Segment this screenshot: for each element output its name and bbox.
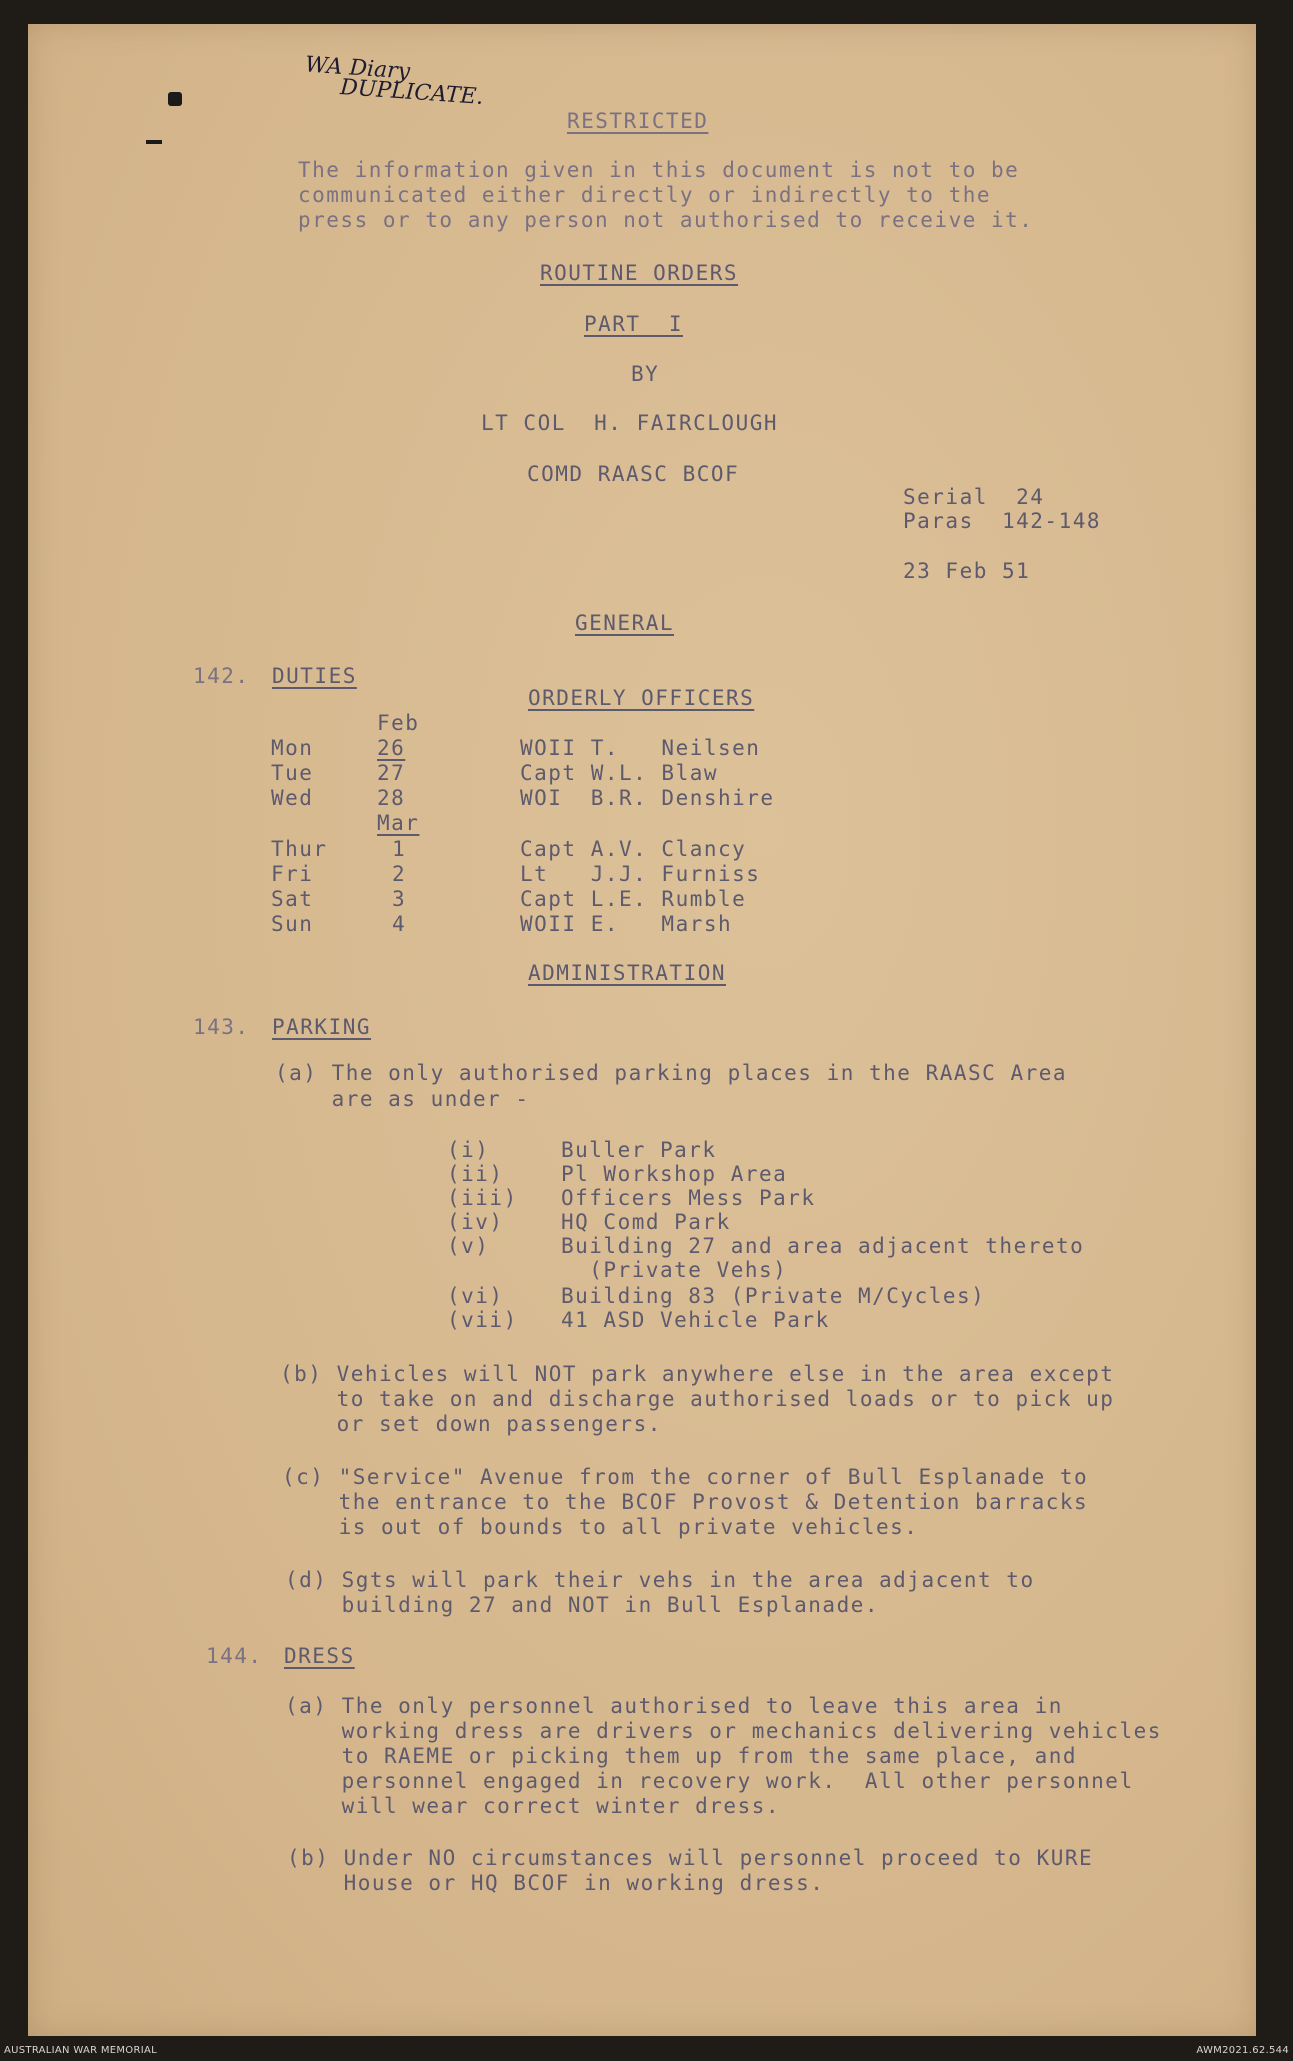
duty-date: 3 <box>392 887 407 911</box>
para-title-duties: DUTIES <box>272 664 357 688</box>
list-item-number: (vii) <box>447 1308 518 1332</box>
parking-d-line-1: (d) Sgts will park their vehs in the area adjacent to <box>285 1568 1035 1592</box>
section-heading-general: GENERAL <box>575 611 675 635</box>
document-title: ROUTINE ORDERS <box>540 261 739 285</box>
dress-a-line-3: to RAEME or picking them up from the same place, and <box>285 1744 1078 1768</box>
parking-a-line-1: (a) The only authorised parking places in the RAASC Area <box>275 1061 1068 1085</box>
dress-a-line-5: will wear correct winter dress. <box>285 1794 781 1818</box>
serial-number: Serial 24 <box>903 485 1045 509</box>
dress-b-line-1: (b) Under NO circumstances will personnel proceed to KURE <box>287 1846 1094 1870</box>
list-item: Building 27 and area adjacent thereto <box>561 1234 1085 1258</box>
handwritten-annotation-line1: WA Diary <box>304 52 411 85</box>
notice-line-3: press or to any person not authorised to receive it. <box>298 208 1034 232</box>
parking-b-line-2: to take on and discharge authorised loads or to pick up <box>280 1387 1115 1411</box>
duty-date: 4 <box>392 912 407 936</box>
month-feb: Feb <box>377 711 420 735</box>
duty-officer: WOII T. Neilsen <box>520 736 761 760</box>
list-item-number: (vi) <box>447 1284 504 1308</box>
command-name: COMD RAASC BCOF <box>527 462 740 486</box>
para-title-parking: PARKING <box>272 1015 372 1039</box>
duty-officer: Capt L.E. Rumble <box>520 887 747 911</box>
duty-day: Sat <box>271 887 314 911</box>
officer-name: LT COL H. FAIRCLOUGH <box>481 411 779 435</box>
duty-date: 28 <box>377 786 406 810</box>
duty-day: Wed <box>271 786 314 810</box>
list-item-number: (v) <box>447 1234 490 1258</box>
duty-officer: WOII E. Marsh <box>520 912 733 936</box>
list-item-number: (ii) <box>447 1162 504 1186</box>
footer-archive-name: AUSTRALIAN WAR MEMORIAL <box>4 2045 157 2056</box>
paras-range: Paras 142-148 <box>903 509 1102 533</box>
para-number-144: 144. <box>206 1644 263 1668</box>
duty-day: Mon <box>271 736 314 760</box>
parking-c-line-3: is out of bounds to all private vehicles. <box>282 1515 919 1539</box>
section-heading-administration: ADMINISTRATION <box>528 961 727 985</box>
punch-mark <box>146 140 162 144</box>
notice-line-2: communicated either directly or indirectly to the <box>298 183 992 207</box>
duty-day: Sun <box>271 912 314 936</box>
dress-a-line-1: (a) The only personnel authorised to leave this area in <box>285 1694 1063 1718</box>
list-item: HQ Comd Park <box>561 1210 731 1234</box>
list-item-number: (iv) <box>447 1210 504 1234</box>
list-item: Pl Workshop Area <box>561 1162 788 1186</box>
punch-mark <box>168 92 182 106</box>
para-number-142: 142. <box>193 664 250 688</box>
parking-b-line-3: or set down passengers. <box>280 1412 662 1436</box>
duty-date: 2 <box>392 862 407 886</box>
duty-day: Fri <box>271 862 314 886</box>
duty-date: 26 <box>377 736 406 760</box>
by-label: BY <box>631 362 660 386</box>
duty-officer: WOI B.R. Denshire <box>520 786 775 810</box>
duty-officer: Capt A.V. Clancy <box>520 837 747 861</box>
para-title-dress: DRESS <box>284 1644 355 1668</box>
handwritten-annotation-line2: DUPLICATE. <box>339 75 485 110</box>
dress-a-line-2: working dress are drivers or mechanics delivering vehicles <box>285 1719 1162 1743</box>
month-mar: Mar <box>377 811 420 835</box>
classification-label: RESTRICTED <box>567 109 709 133</box>
orderly-officers-heading: ORDERLY OFFICERS <box>528 686 755 710</box>
list-item: Building 83 (Private M/Cycles) <box>561 1284 986 1308</box>
duty-day: Thur <box>271 837 328 861</box>
parking-b-line-1: (b) Vehicles will NOT park anywhere else in the area except <box>280 1362 1115 1386</box>
duty-date: 27 <box>377 761 406 785</box>
notice-line-1: The information given in this document is not to be <box>298 158 1020 182</box>
parking-a-line-2: are as under - <box>275 1087 530 1111</box>
para-number-143: 143. <box>193 1015 250 1039</box>
list-item-number: (iii) <box>447 1186 518 1210</box>
dress-a-line-4: personnel engaged in recovery work. All other personnel <box>285 1769 1134 1793</box>
list-item-number: (i) <box>447 1138 490 1162</box>
duty-date: 1 <box>392 837 407 861</box>
footer-accession-number: AWM2021.62.544 <box>1196 2045 1289 2056</box>
list-item: Officers Mess Park <box>561 1186 816 1210</box>
list-item-continuation: (Private Vehs) <box>561 1258 788 1282</box>
list-item: Buller Park <box>561 1138 717 1162</box>
parking-c-line-1: (c) "Service" Avenue from the corner of Bull Esplanade to <box>282 1465 1089 1489</box>
parking-c-line-2: the entrance to the BCOF Provost & Detention barracks <box>282 1490 1089 1514</box>
duty-officer: Capt W.L. Blaw <box>520 761 719 785</box>
document-date: 23 Feb 51 <box>903 559 1031 583</box>
duty-day: Tue <box>271 761 314 785</box>
list-item: 41 ASD Vehicle Park <box>561 1308 830 1332</box>
parking-d-line-2: building 27 and NOT in Bull Esplanade. <box>285 1593 880 1617</box>
duty-officer: Lt J.J. Furniss <box>520 862 761 886</box>
dress-b-line-2: House or HQ BCOF in working dress. <box>287 1871 825 1895</box>
document-part: PART I <box>584 312 684 336</box>
